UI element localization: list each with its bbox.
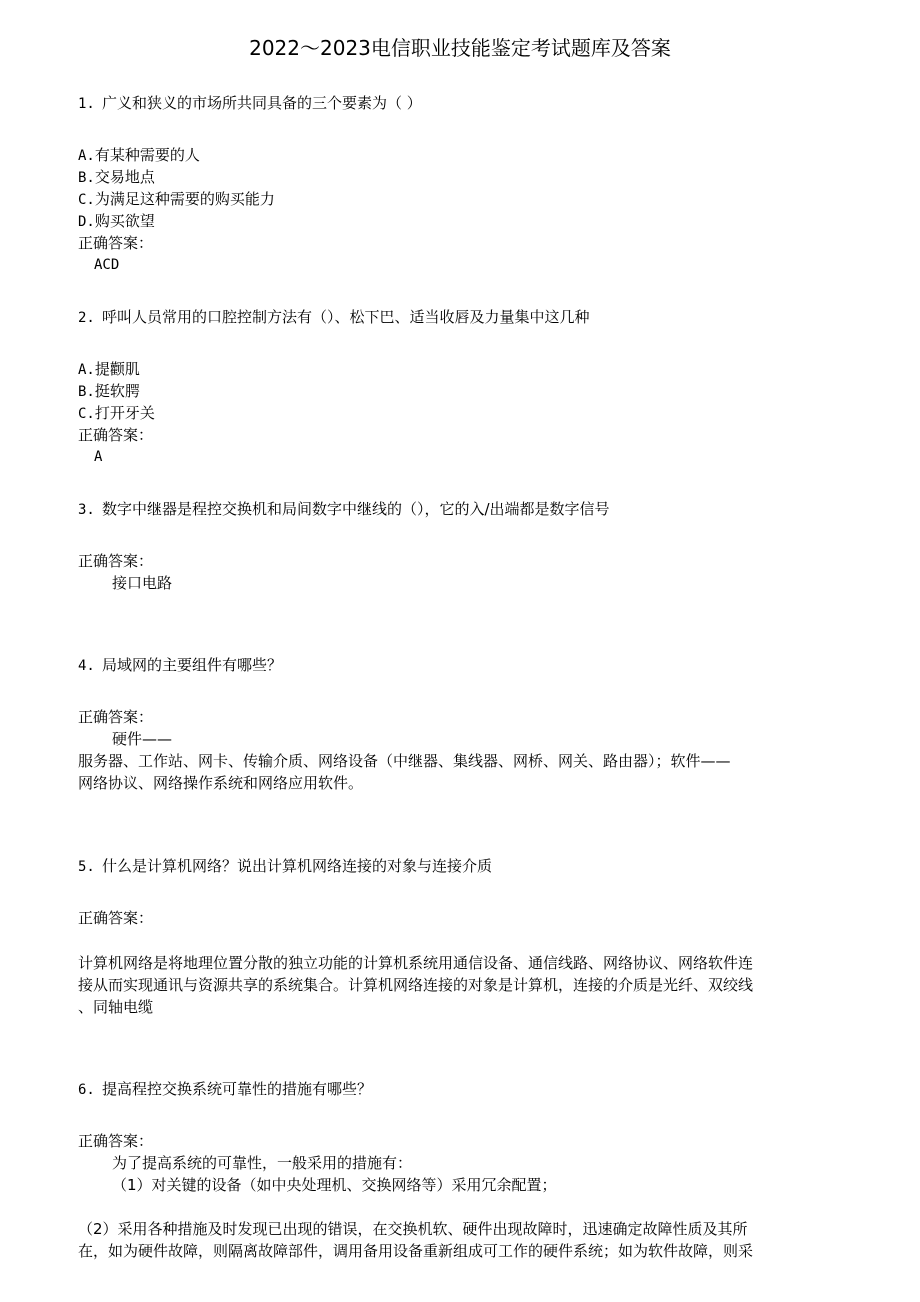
option-text: 有某种需要的人 [94, 146, 200, 164]
answer-label: 正确答案： [78, 909, 154, 927]
question-text: 数字中继器是程控交换机和局间数字中继线的（），它的入/出端都是数字信号 [102, 500, 610, 518]
question-text: 局域网的主要组件有哪些？ [102, 656, 283, 674]
question-5 [78, 855, 492, 878]
option-c [78, 402, 155, 425]
document-title: 2022～2023电信职业技能鉴定考试题库及答案 [249, 36, 671, 60]
question-number: 6. [78, 1082, 95, 1098]
option-text: 提颧肌 [94, 360, 140, 378]
answer-line: 计算机网络是将地理位置分散的独立功能的计算机系统用通信设备、通信线路、网络协议、网络软件连 [78, 954, 754, 972]
option-a [78, 358, 140, 381]
answer-label: 正确答案： [78, 426, 154, 444]
option-c [78, 188, 275, 211]
option-letter: B. [78, 384, 95, 400]
answer-line: 接从而实现通讯与资源共享的系统集合。计算机网络连接的对象是计算机，连接的介质是光纤、双绞线 [78, 976, 754, 994]
answer-line: 服务器、工作站、网卡、传输介质、网络设备（中继器、集线器、网桥、网关、路由器）；软件—— [78, 752, 731, 770]
answer-line: 为了提高系统的可靠性，一般采用的措施有： [112, 1154, 413, 1172]
answer-value: A [94, 449, 103, 465]
option-text: 挺软腭 [94, 382, 140, 400]
option-b [78, 166, 155, 189]
question-number: 5. [78, 859, 95, 875]
question-text: 提高程控交换系统可靠性的措施有哪些？ [102, 1080, 373, 1098]
question-number: 1. [78, 96, 95, 112]
answer-label: 正确答案： [78, 708, 154, 726]
option-letter: A. [78, 362, 95, 378]
answer-value: ACD [94, 257, 120, 273]
answer-label: 正确答案： [78, 234, 154, 252]
question-text: 什么是计算机网络？说出计算机网络连接的对象与连接介质 [102, 857, 493, 875]
option-letter: B. [78, 170, 95, 186]
answer-line: （2）采用各种措施及时发现已出现的错误，在交换机软、硬件出现故障时，迅速确定故障性质及其所 [78, 1220, 748, 1238]
question-1 [78, 92, 422, 115]
option-letter: D. [78, 214, 95, 230]
option-a [78, 144, 200, 167]
answer-line: 、同轴电缆 [78, 998, 154, 1016]
option-letter: C. [78, 192, 95, 208]
answer-line: 在，如为硬件故障，则隔离故障部件，调用备用设备重新组成可工作的硬件系统；如为软件故障，则采 [78, 1242, 754, 1260]
question-text: 广义和狭义的市场所共同具备的三个要素为（ ） [102, 94, 422, 112]
answer-label: 正确答案： [78, 1132, 154, 1150]
answer-line: （1）对关键的设备（如中央处理机、交换网络等）采用冗余配置； [112, 1176, 557, 1194]
question-number: 3. [78, 502, 95, 518]
question-text: 呼叫人员常用的口腔控制方法有（）、松下巴、适当收唇及力量集中这几种 [102, 308, 590, 326]
option-b [78, 380, 140, 403]
answer-label: 正确答案： [78, 552, 154, 570]
option-text: 打开牙关 [94, 404, 155, 422]
question-3 [78, 498, 610, 521]
option-text: 交易地点 [94, 168, 155, 186]
question-number: 4. [78, 658, 95, 674]
option-text: 为满足这种需要的购买能力 [94, 190, 275, 208]
option-letter: C. [78, 406, 95, 422]
answer-value: 接口电路 [112, 574, 173, 592]
option-d [78, 210, 155, 233]
question-6 [78, 1078, 372, 1101]
question-2 [78, 306, 590, 329]
option-text: 购买欲望 [94, 212, 155, 230]
question-number: 2. [78, 310, 95, 326]
question-4 [78, 654, 282, 677]
option-letter: A. [78, 148, 95, 164]
answer-line: 网络协议、网络操作系统和网络应用软件。 [78, 774, 364, 792]
answer-line: 硬件—— [112, 730, 173, 748]
